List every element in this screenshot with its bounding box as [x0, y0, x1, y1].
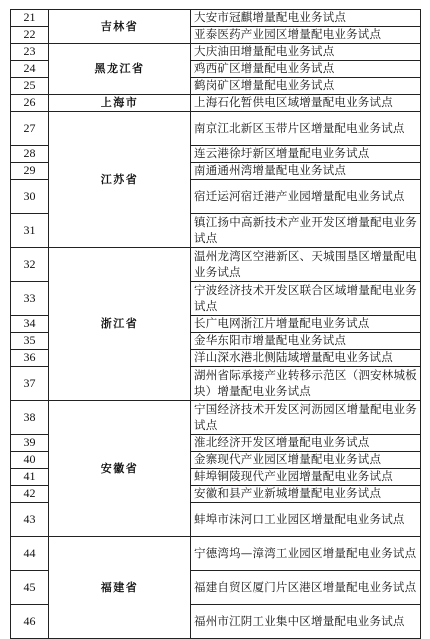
row-number: 34 — [11, 316, 49, 333]
project-name: 湖州省际承接产业转移示范区（泗安林城板块）增量配电业务试点 — [191, 367, 421, 401]
project-name: 亚泰医药产业园区增量配电业务试点 — [191, 27, 421, 44]
province-cell: 福建省 — [49, 537, 191, 639]
project-name: 宿迁运河宿迁港产业园增量配电业务试点 — [191, 180, 421, 214]
row-number: 29 — [11, 163, 49, 180]
project-name: 南通通州湾增量配电业务试点 — [191, 163, 421, 180]
project-name: 镇江扬中高新技术产业开发区增量配电业务试点 — [191, 214, 421, 248]
document-page — [10, 9, 420, 639]
row-number: 30 — [11, 180, 49, 214]
row-number: 45 — [11, 571, 49, 605]
table-row — [11, 10, 421, 27]
row-number: 22 — [11, 27, 49, 44]
row-number: 43 — [11, 503, 49, 537]
row-number: 31 — [11, 214, 49, 248]
project-name: 洋山深水港北侧陆域增量配电业务试点 — [191, 350, 421, 367]
row-number: 23 — [11, 44, 49, 61]
project-name: 福州市江阴工业集中区增量配电业务试点 — [191, 605, 421, 639]
project-name: 大庆油田增量配电业务试点 — [191, 44, 421, 61]
project-name: 宁波经济技术开发区联合区域增量配电业务试点 — [191, 282, 421, 316]
province-cell: 黑龙江省 — [49, 44, 191, 95]
row-number: 41 — [11, 469, 49, 486]
project-name: 鹤岗矿区增量配电业务试点 — [191, 78, 421, 95]
row-number: 36 — [11, 350, 49, 367]
project-name: 南京江北新区玉带片区增量配电业务试点 — [191, 112, 421, 146]
province-cell: 吉林省 — [49, 10, 191, 44]
row-number: 24 — [11, 61, 49, 78]
row-number: 38 — [11, 401, 49, 435]
row-number: 40 — [11, 452, 49, 469]
project-name: 淮北经济开发区增量配电业务试点 — [191, 435, 421, 452]
table-row — [11, 44, 421, 61]
project-name: 安徽和县产业新城增量配电业务试点 — [191, 486, 421, 503]
project-name: 宁德湾坞—漳湾工业园区增量配电业务试点 — [191, 537, 421, 571]
project-name: 长广电网浙江片增量配电业务试点 — [191, 316, 421, 333]
pilot-projects-table — [10, 9, 421, 639]
row-number: 26 — [11, 95, 49, 112]
table-row — [11, 401, 421, 435]
row-number: 39 — [11, 435, 49, 452]
row-number: 33 — [11, 282, 49, 316]
province-cell: 江苏省 — [49, 112, 191, 248]
project-name: 鸡西矿区增量配电业务试点 — [191, 61, 421, 78]
project-name: 大安市冠麒增量配电业务试点 — [191, 10, 421, 27]
row-number: 32 — [11, 248, 49, 282]
row-number: 35 — [11, 333, 49, 350]
province-cell: 上海市 — [49, 95, 191, 112]
row-number: 42 — [11, 486, 49, 503]
row-number: 25 — [11, 78, 49, 95]
row-number: 28 — [11, 146, 49, 163]
table-row — [11, 248, 421, 282]
project-name: 金华东阳市增量配电业务试点 — [191, 333, 421, 350]
row-number: 37 — [11, 367, 49, 401]
table-row — [11, 537, 421, 571]
table-row — [11, 95, 421, 112]
table-row — [11, 112, 421, 146]
project-name: 蚌埠市沫河口工业园区增量配电业务试点 — [191, 503, 421, 537]
row-number: 46 — [11, 605, 49, 639]
row-number: 27 — [11, 112, 49, 146]
project-name: 连云港徐圩新区增量配电业务试点 — [191, 146, 421, 163]
project-name: 金寨现代产业园区增量配电业务试点 — [191, 452, 421, 469]
province-cell: 安徽省 — [49, 401, 191, 537]
project-name: 宁国经济技术开发区河沥园区增量配电业务试点 — [191, 401, 421, 435]
project-name: 福建自贸区厦门片区港区增量配电业务试点 — [191, 571, 421, 605]
project-name: 温州龙湾区空港新区、天城围垦区增量配电业务试点 — [191, 248, 421, 282]
row-number: 21 — [11, 10, 49, 27]
province-cell: 浙江省 — [49, 248, 191, 401]
row-number: 44 — [11, 537, 49, 571]
project-name: 上海石化暂供电区域增量配电业务试点 — [191, 95, 421, 112]
project-name: 蚌埠铜陵现代产业园增量配电业务试点 — [191, 469, 421, 486]
